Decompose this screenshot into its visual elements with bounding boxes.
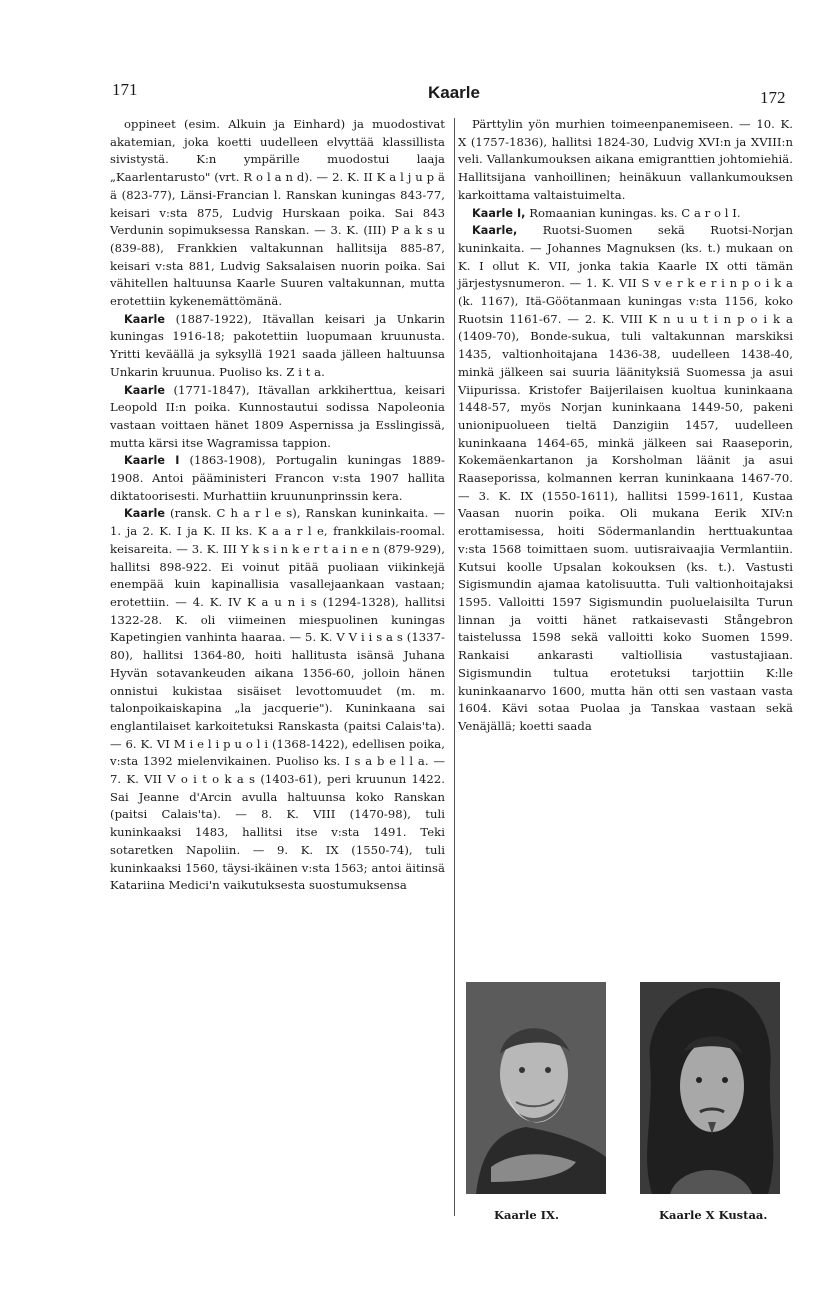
entry-text: oppineet (esim. Alkuin ja Einhard) ja muodostivat akatemian, joka koetti uudelleen elvyttää klassillista sivistystä. K:n ympärille muodostui laaja „Kaarlentarusto" (vrt. R o l a n d). — 2. K. II K a l j u p ä ä (823-77), Länsi-Francian l. Ranskan kuningas 843-77, keisari v:sta 875, Ludvig Hurskaan poika. Sai 843 Verdunin sopimuksessa Ranskan. — 3. K. (III) P a k s u (839-88), Frankkien valtakunnan hallitsija 885-87, keisari v:sta 881, Ludvig Saksalaisen nuorin poika. Sai vähitellen haltuunsa Kaarle Suuren valtakunnan, mutta erotettiin kykenemättömänä. [110, 117, 445, 309]
entry-text: Pärttylin yön murhien toimeenpanemiseen. — 10. K. X (1757-1836), hallitsi 1824-30, Ludvig XVI:n ja XVIII:n veli. Vallankumouksen aikana emigranttien johtomiehiä. Hallitsijana vanhoillinen; heinäkuun vallankumouksen karkoittama valtaistuimelta. [458, 117, 793, 202]
page-number-right: 172 [760, 88, 786, 107]
entry-text: (1863-1908), Portugalin kuningas 1889-1908. Antoi pääministeri Francon v:sta 1907 hallita diktatoorisesti. Murhattiin kruununprinssin kera. [110, 453, 445, 503]
entry-text: (ransk. C h a r l e s), Ranskan kuninkaita. — 1. ja 2. K. I ja K. II ks. K a a r l e, frankkilais-roomal. keisareita. — 3. K. III Y k s i n k e r t a i n e n (879-929), hallitsi 898-922. Ei voinut pitää puoliaan viikinkejä enempää kuin kapinallisia vasallejaankaan vastaan; erotettiin. — 4. K. IV K a u n i s (1294-1328), hallitsi 1322-28. K. oli viimeinen miespuolinen kuningas Kapetingien vanhinta haaraa. — 5. K. V V i i s a s (1337-80), hallitsi 1364-80, hoiti hallitusta isänsä Juhana Hyvän sotavankeuden aikana 1356-60, jolloin hänen onnistui kukistaa sisäiset levottomuudet (m. m. talonpoikaiskapina „la jacquerie"). Kuninkaana sai englantilaiset karkoitetuksi Ranskasta (paitsi Calais'ta). — 6. K. VI M i e l i p u o l i (1368-1422), edellisen poika, v:sta 1392 mielenvikainen. Puoliso ks. I s a b e l l a. — 7. K. VII V o i t o k a s (1403-61), peri kruunun 1422. Sai Jeanne d'Arcin avulla haltuunsa koko Ranskan (paitsi Calais'ta). — 8. K. VIII (1470-98), tuli kuninkaaksi 1483, hallitsi itse v:sta 1491. Teki sotaretken Napoliin. — 9. K. IX (1550-74), tuli kuninkaaksi 1560, täysi-ikäinen v:sta 1563; antoi äitinsä Katariina Medici'n vaikutuksesta suostumuksensa [110, 506, 445, 893]
entry-text: (1887-1922), Itävallan keisari ja Unkarin kuningas 1916-18; pakotettiin luopumaan kruunusta. Yritti keväällä ja syksyllä 1921 saada jälleen haltuunsa Unkarin kruunua. Puoliso ks. Z i t a. [110, 311, 445, 379]
entry-paragraph [110, 382, 445, 453]
entry-headword: Kaarle [124, 383, 166, 397]
entry-paragraph [110, 116, 445, 311]
right-column [458, 116, 793, 736]
portrait-kaarle-x-kustaa-icon [640, 982, 780, 1194]
entry-paragraph [458, 116, 793, 205]
entry-paragraph [110, 311, 445, 382]
entry-text: (1771-1847), Itävallan arkkiherttua, keisari Leopold II:n poika. Kunnostautui sodissa Napoleonia vastaan voittaen hänet 1809 Aspernissa ja Esslingissä, mutta kärsi itse Wagramissa tappion. [110, 382, 445, 450]
entry-text: Romaanian kuningas. ks. C a r o l I. [525, 205, 741, 220]
column-divider [454, 118, 455, 1216]
entry-headword: Kaarle I [124, 454, 180, 468]
portrait-caption: Kaarle IX. [494, 1208, 559, 1222]
entry-headword: Kaarle I, [472, 206, 526, 220]
running-head: Kaarle [428, 83, 480, 102]
entry-headword: Kaarle [124, 312, 166, 326]
page-number-left: 171 [112, 80, 138, 99]
portrait-caption: Kaarle X Kustaa. [659, 1208, 768, 1222]
entry-headword: Kaarle [124, 507, 166, 521]
entry-paragraph [458, 222, 793, 735]
entry-paragraph [110, 505, 445, 894]
entry-headword: Kaarle, [472, 224, 518, 238]
entry-paragraph [458, 205, 793, 223]
entry-paragraph [110, 452, 445, 505]
portrait-kaarle-ix-icon [466, 982, 606, 1194]
left-column [110, 116, 445, 895]
entry-text: Ruotsi-Suomen sekä Ruotsi-Norjan kuninkaita. — Johannes Magnuksen (ks. t.) mukaan on K. I ollut K. VII, jonka takia Kaarle IX otti tämän järjestysnumeron. — 1. K. VII S v e r k e r i n p o i k a (k. 1167), Itä-Göötanmaan kuningas v:sta 1156, koko Ruotsin 1161-67. — 2. K. VIII K n u u t i n p o i k a (1409-70), Bonde-sukua, tuli valtakunnan marskiksi 1435, valtionhoitajana 1436-38, uudelleen 1438-40, minkä jälkeen sai suuria läänityksiä Suomessa ja asui Viipurissa. Kristofer Baijerilaisen kuoltua kuninkaana 1448-57, myös Norjan kuninkaana 1449-50, pakeni unionipuolueen tieltä Danzigiin 1457, uudelleen kuninkaana 1464-65, minkä jälkeen sai Raaseporin, Kokemäenkartanon ja Korsholman läänit ja asui Raaseporissa, kolmannen kerran kuninkaana 1467-70. — 3. K. IX (1550-1611), hallitsi 1599-1611, Kustaa Vaasan nuorin poika. Oli mukana Eerik XIV:n erottamisessa, hoiti Södermanlandin herttuakuntaa v:sta 1568 toimittaen suom. uutisraivaajia Vermlantiin. Kutsui koolle Upsalan kokouksen (ks. t.). Vastusti Sigismundin ajamaa katolisuutta. Tuli valtionhoitajaksi 1595. Valloitti 1597 Sigismundin puoluelaisilta Turun linnan ja voitti hänet ratkaisevasti Stångebron taistelussa 1598 sekä valloitti koko Suomen 1599. Rankaisi ankarasti valtiollisia vastustajiaan. Sigismundin tultua erotetuksi tarjottiin K:lle kuninkaanarvo 1600, mutta hän otti sen vastaan vasta 1604. Kävi sotaa Puolaa ja Tanskaa vastaan sekä Venäjällä; koetti saada [458, 223, 793, 733]
